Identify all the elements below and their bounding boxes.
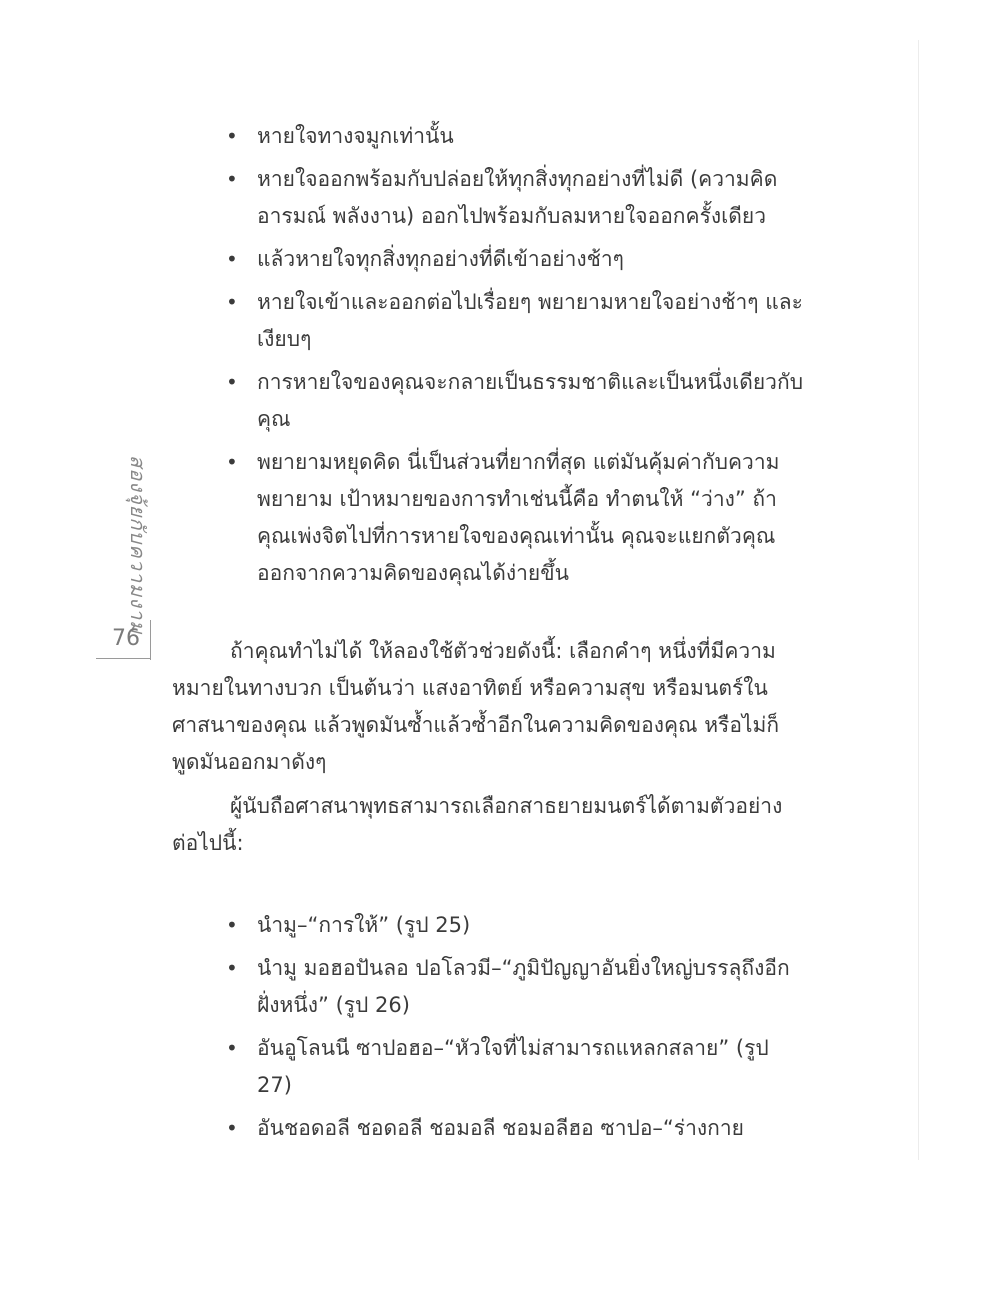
- bullet-icon: •: [226, 247, 238, 271]
- body-paragraph: ผู้นับถือศาสนาพุทธสามารถเลือกสาธยายมนตร์ได้ตามตัวอย่างต่อไปนี้:: [172, 794, 783, 855]
- list-item-text: นำมู มอฮอปันลอ ปอโลวมี–“ภูมิปัญญาอันยิ่งใหญ่บรรลุถึงอีกฝั่งหนึ่ง” (รูป 26): [257, 956, 790, 1017]
- page-number: 76: [112, 626, 140, 651]
- bullet-icon: •: [226, 956, 238, 980]
- running-side-title: สองจุ้ยกับความงาม: [126, 455, 150, 635]
- list-item: [224, 907, 804, 944]
- bullet-icon: •: [226, 913, 238, 937]
- list-item: [224, 364, 804, 438]
- list-item: [224, 444, 804, 592]
- page-number-rule-vertical: [150, 620, 151, 660]
- bullet-icon: •: [226, 1036, 238, 1060]
- list-item-text: นำมู–“การให้” (รูป 25): [257, 913, 471, 937]
- bullet-icon: •: [226, 167, 238, 191]
- bullet-icon: •: [226, 370, 238, 394]
- list-item: [224, 161, 804, 235]
- list-item-text: อันอูโลนนี ซาปอฮอ–“หัวใจที่ไม่สามารถแหลกสลาย” (รูป 27): [257, 1036, 769, 1097]
- page-number-rule-horizontal: [96, 658, 151, 659]
- body-paragraph: ถ้าคุณทำไม่ได้ ให้ลองใช้ตัวช่วยดังนี้: เลือกคำๆ หนึ่งที่มีความหมายในทางบวก เป็นต้นว่า แสงอาทิตย์ หรือความสุข หรือมนตร์ในศาสนาของคุณ แล้วพูดมันซ้ำแล้วซ้ำอีกในความคิดของคุณ หรือไม่ก็พูดมันออกมาดังๆ: [172, 639, 780, 774]
- bullet-icon: •: [226, 290, 238, 314]
- bullet-list-mantras: [224, 907, 804, 1153]
- bullet-icon: •: [226, 124, 238, 148]
- list-item: [224, 118, 804, 155]
- list-item: [224, 950, 804, 1024]
- list-item-text: แล้วหายใจทุกสิ่งทุกอย่างที่ดีเข้าอย่างช้าๆ: [257, 247, 624, 271]
- list-item-text: หายใจออกพร้อมกับปล่อยให้ทุกสิ่งทุกอย่างที่ไม่ดี (ความคิด อารมณ์ พลังงาน) ออกไปพร้อมกับลมหายใจออกครั้งเดียว: [257, 167, 778, 228]
- list-item-text: หายใจทางจมูกเท่านั้น: [257, 124, 454, 148]
- list-item: [224, 284, 804, 358]
- bullet-list-breathing: [224, 118, 804, 598]
- list-item: [224, 1030, 804, 1104]
- page-edge-line: [918, 40, 919, 1160]
- list-item: [224, 241, 804, 278]
- bullet-icon: •: [226, 450, 238, 474]
- list-item-text: พยายามหยุดคิด นี่เป็นส่วนที่ยากที่สุด แต่มันคุ้มค่ากับความพยายาม เป้าหมายของการทำเช่นนี้คือ ทำตนให้ “ว่าง” ถ้าคุณเพ่งจิตไปที่การหายใจของคุณเท่านั้น คุณจะแยกตัวคุณออกจากความคิดของคุณได้ง่ายขึ้น: [257, 450, 780, 585]
- bullet-icon: •: [226, 1116, 238, 1140]
- list-item-text: หายใจเข้าและออกต่อไปเรื่อยๆ พยายามหายใจอย่างช้าๆ และเงียบๆ: [257, 290, 803, 351]
- list-item: [224, 1110, 804, 1147]
- list-item-text: อันชอดอลี ชอดอลี ชอมอลี ชอมอลีฮอ ซาปอ–“ร่างกาย: [257, 1116, 744, 1140]
- list-item-text: การหายใจของคุณจะกลายเป็นธรรมชาติและเป็นหนึ่งเดียวกับคุณ: [257, 370, 804, 431]
